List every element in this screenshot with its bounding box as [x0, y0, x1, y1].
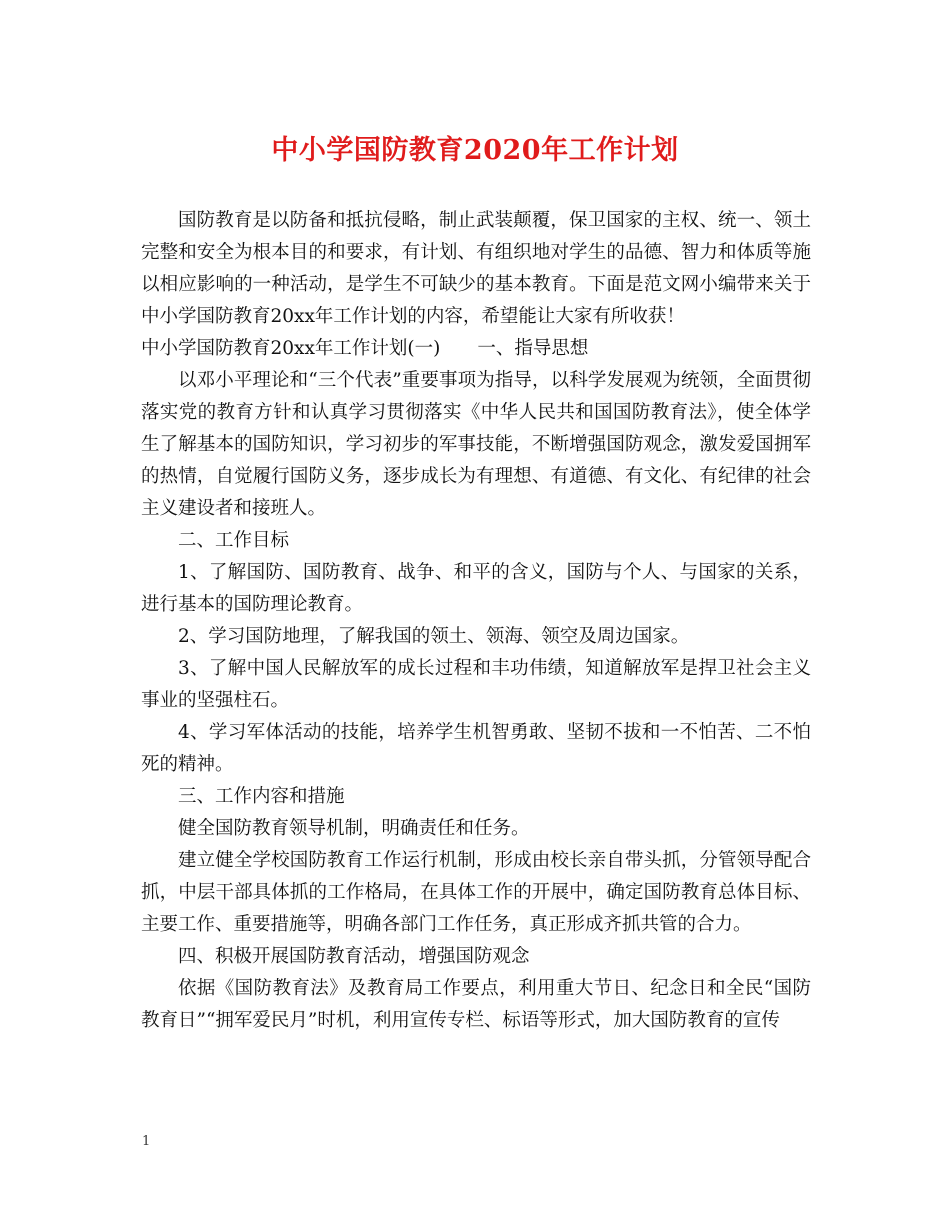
activities-paragraph: 依据《国防教育法》及教育局工作要点，利用重大节日、纪念日和全民“国防教育日”“拥军爱民月”时机，利用宣传专栏、标语等形式，加大国防教育的宣传	[141, 978, 811, 1031]
section-heading-goals: 二、工作目标	[178, 530, 290, 551]
goal-item: 1、了解国防、国防教育、战争、和平的含义，国防与个人、与国家的关系，进行基本的国防理论教育。	[141, 562, 811, 615]
intro-paragraph: 国防教育是以防备和抵抗侵略，制止武装颠覆，保卫国家的主权、统一、领土完整和安全为根本目的和要求，有计划、有组织地对学生的品德、智力和体质等施以相应影响的一种活动，是学生不可缺少的基本教育。下面是范文网小编带来关于中小学国防教育20xx年工作计划的内容，希望能让大家有所收获！	[141, 210, 811, 327]
document-title: 中小学国防教育2020年工作计划	[271, 135, 679, 166]
goal-item: 2、学习国防地理，了解我国的领土、领海、领空及周边国家。	[178, 626, 690, 647]
measure-paragraph: 健全国防教育领导机制，明确责任和任务。	[178, 818, 530, 839]
section-heading-measures: 三、工作内容和措施	[178, 786, 345, 807]
measure-paragraph: 建立健全学校国防教育工作运行机制，形成由校长亲自带头抓，分管领导配合抓，中层干部具体抓的工作格局，在具体工作的开展中，确定国防教育总体目标、主要工作、重要措施等，明确各部门工作任务，真正形成齐抓共管的合力。	[141, 850, 811, 935]
goal-item: 4、学习军体活动的技能，培养学生机智勇敢、坚韧不拔和一不怕苦、二不怕死的精神。	[141, 722, 811, 775]
plan-heading-line: 中小学国防教育20xx年工作计划(一) 一、指导思想	[141, 338, 589, 359]
section-heading-activities: 四、积极开展国防教育活动，增强国防观念	[178, 946, 530, 967]
guiding-ideology-paragraph: 以邓小平理论和“三个代表”重要事项为指导，以科学发展观为统领，全面贯彻落实党的教育方针和认真学习贯彻落实《中华人民共和国国防教育法》，使全体学生了解基本的国防知识，学习初步的军事技能，不断增强国防观念，激发爱国拥军的热情，自觉履行国防义务，逐步成长为有理想、有道德、有文化、有纪律的社会主义建设者和接班人。	[141, 370, 811, 519]
document-body	[141, 205, 811, 1037]
page-number: 1	[142, 1134, 151, 1149]
goal-item: 3、了解中国人民解放军的成长过程和丰功伟绩，知道解放军是捍卫社会主义事业的坚强柱石。	[141, 658, 811, 711]
